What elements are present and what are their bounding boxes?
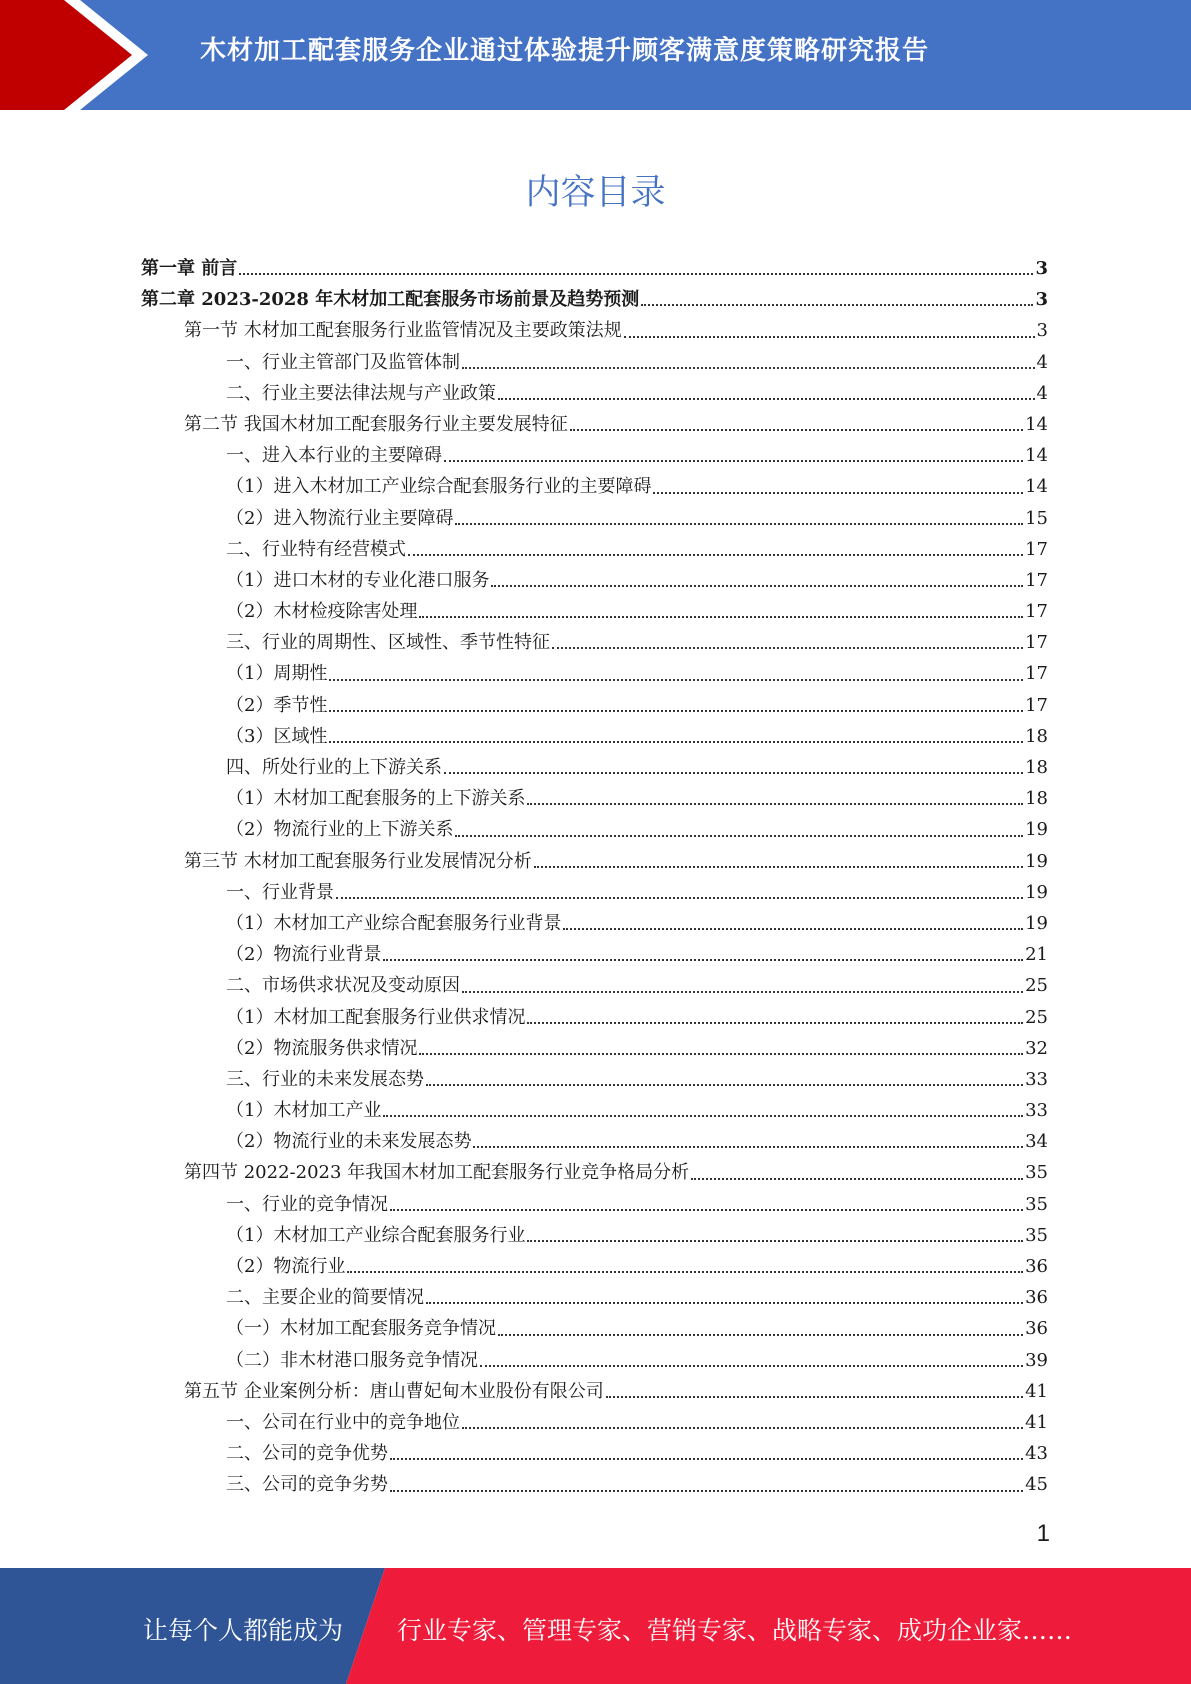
toc-entry[interactable]	[141, 1345, 1048, 1376]
toc-entry-title: 三、公司的竞争劣势	[226, 1474, 388, 1496]
dot-leader	[419, 1052, 1023, 1055]
dot-leader	[624, 335, 1035, 338]
toc-entry[interactable]	[141, 503, 1048, 534]
dot-leader	[527, 802, 1023, 805]
toc-entry[interactable]	[141, 565, 1048, 596]
toc-entry[interactable]	[141, 690, 1048, 721]
toc-entry-page: 17	[1025, 663, 1048, 685]
dot-leader	[383, 958, 1023, 961]
toc-entry-page: 35	[1025, 1224, 1048, 1246]
toc-entry-title: （2）物流行业的上下游关系	[226, 819, 454, 841]
toc-entry-title: （1）木材加工产业	[226, 1100, 382, 1122]
toc-entry-title: 二、公司的竞争优势	[226, 1443, 388, 1465]
toc-entry-page: 21	[1025, 944, 1048, 966]
toc-entry-page: 32	[1025, 1037, 1048, 1059]
toc-entry[interactable]	[141, 1033, 1048, 1064]
dot-leader	[383, 1114, 1023, 1117]
toc-entry-page: 17	[1025, 569, 1048, 591]
toc-entry[interactable]	[141, 347, 1048, 378]
toc-entry-title: 三、行业的周期性、区域性、季节性特征	[226, 632, 550, 654]
toc-entry-title: （1）进入木材加工产业综合配套服务行业的主要障碍	[226, 476, 652, 498]
toc-entry[interactable]	[141, 1407, 1048, 1438]
dot-leader	[347, 1270, 1023, 1273]
toc-entry[interactable]	[141, 409, 1048, 440]
header-chevron-icon	[0, 0, 150, 110]
toc-entry[interactable]	[141, 315, 1048, 346]
toc-entry[interactable]	[141, 1313, 1048, 1344]
toc-entry-title: （2）进入物流行业主要障碍	[226, 507, 454, 529]
toc-entry-title: 四、所处行业的上下游关系	[226, 757, 442, 778]
toc-entry-page: 17	[1025, 632, 1048, 654]
toc-entry-title: （一）木材加工配套服务竞争情况	[226, 1318, 496, 1340]
toc-entry-title: 二、行业主要法律法规与产业政策	[226, 382, 496, 404]
dot-leader	[691, 1177, 1023, 1180]
toc-entry[interactable]	[141, 596, 1048, 627]
toc-entry-page: 19	[1025, 881, 1048, 903]
toc-entry[interactable]	[141, 284, 1048, 315]
dot-leader	[390, 1208, 1023, 1211]
footer-left-text: 让每个人都能成为	[143, 1616, 344, 1645]
dot-leader	[462, 990, 1023, 993]
toc-entry-title: （1）周期性	[226, 663, 328, 685]
dot-leader	[455, 834, 1023, 837]
dot-leader	[444, 771, 1023, 774]
toc-entry-page: 19	[1025, 819, 1048, 841]
toc-entry[interactable]	[141, 253, 1048, 284]
dot-leader	[419, 615, 1023, 618]
toc-entry-title: （1）进口木材的专业化港口服务	[226, 569, 490, 591]
toc-entry-title: （1）木材加工产业综合配套服务行业背景	[226, 912, 562, 934]
toc-entry-page: 36	[1025, 1287, 1048, 1309]
toc-entry[interactable]	[141, 783, 1048, 814]
toc-entry-page: 4	[1036, 382, 1048, 404]
toc-entry-title: （1）木材加工配套服务行业供求情况	[226, 1006, 526, 1028]
toc-entry[interactable]	[141, 1064, 1048, 1095]
toc-entry-page: 41	[1025, 1411, 1048, 1433]
toc-entry[interactable]	[141, 1126, 1048, 1157]
toc-entry-title: 二、行业特有经营模式	[226, 538, 406, 560]
toc-entry-title: 一、行业背景	[226, 881, 334, 903]
dot-leader	[527, 1239, 1023, 1242]
toc-entry-page: 17	[1025, 538, 1048, 560]
toc-entry-title: （2）物流行业	[226, 1256, 346, 1277]
toc-entry[interactable]	[141, 440, 1048, 471]
dot-leader	[329, 709, 1023, 712]
toc-entry[interactable]	[141, 1438, 1048, 1469]
dot-leader	[570, 428, 1023, 431]
toc-entry[interactable]	[141, 908, 1048, 939]
toc-entry-page: 14	[1025, 445, 1048, 467]
dot-leader	[390, 1457, 1023, 1460]
toc-entry-page: 3	[1035, 289, 1048, 311]
toc-entry-title: 二、市场供求状况及变动原因	[226, 975, 460, 997]
toc-entry-title: （1）木材加工产业综合配套服务行业	[226, 1224, 526, 1246]
toc-entry-page: 14	[1025, 413, 1048, 435]
toc-entry-title: 三、行业的未来发展态势	[226, 1068, 424, 1090]
toc-entry-page: 39	[1025, 1349, 1048, 1371]
page-footer	[0, 1568, 1191, 1684]
dot-leader	[239, 272, 1033, 275]
toc-entry[interactable]	[141, 877, 1048, 908]
toc-entry[interactable]	[141, 1220, 1048, 1251]
dot-leader	[641, 303, 1033, 306]
toc-entry[interactable]	[141, 1469, 1048, 1500]
dot-leader	[426, 1083, 1023, 1086]
dot-leader	[606, 1395, 1023, 1398]
toc-entry[interactable]	[141, 1157, 1048, 1188]
toc-entry[interactable]	[141, 378, 1048, 409]
toc-entry[interactable]	[141, 627, 1048, 658]
dot-leader	[563, 927, 1023, 930]
dot-leader	[534, 865, 1023, 868]
toc-entry-title: （1）木材加工配套服务的上下游关系	[226, 788, 526, 810]
toc-entry[interactable]	[141, 658, 1048, 689]
toc-entry-page: 25	[1025, 975, 1048, 997]
toc-entry[interactable]	[141, 1376, 1048, 1407]
page-header	[0, 0, 1191, 110]
toc-entry-page: 35	[1025, 1193, 1048, 1215]
toc-entry-title: 第二章 2023-2028 年木材加工配套服务市场前景及趋势预测	[141, 289, 640, 311]
toc-entry[interactable]	[141, 814, 1048, 845]
dot-leader	[408, 553, 1023, 556]
page-number: 1	[1036, 1520, 1050, 1547]
dot-leader	[527, 1021, 1023, 1024]
dot-leader	[336, 896, 1023, 899]
toc-entry-title: （2）木材检疫除害处理	[226, 601, 418, 623]
toc-entry-page: 18	[1025, 725, 1048, 747]
toc-entry-page: 15	[1025, 507, 1048, 529]
toc-entry[interactable]	[141, 970, 1048, 1001]
toc-entry-page: 36	[1025, 1256, 1048, 1277]
toc-entry-page: 36	[1025, 1318, 1048, 1340]
dot-leader	[653, 491, 1023, 494]
dot-leader	[473, 1145, 1023, 1148]
toc-entry-title: 第二节 我国木材加工配套服务行业主要发展特征	[184, 413, 568, 435]
toc-entry-page: 4	[1036, 351, 1048, 373]
toc-entry-page: 25	[1025, 1006, 1048, 1028]
toc-entry-page: 18	[1025, 788, 1048, 810]
footer-right-text: 行业专家、管理专家、营销专家、战略专家、成功企业家……	[397, 1616, 1073, 1645]
dot-leader	[552, 646, 1023, 649]
toc-entry-page: 35	[1025, 1162, 1048, 1184]
dot-leader	[462, 366, 1035, 369]
toc-entry[interactable]	[141, 846, 1048, 877]
table-of-contents	[141, 253, 1048, 1501]
toc-entry-title: 第一章 前言	[141, 258, 238, 279]
toc-entry-title: 二、主要企业的简要情况	[226, 1287, 424, 1309]
dot-leader	[329, 678, 1023, 681]
toc-entry-page: 17	[1025, 694, 1048, 716]
toc-entry-page: 19	[1025, 850, 1048, 872]
toc-entry-title: 一、行业的竞争情况	[226, 1193, 388, 1215]
dot-leader	[329, 740, 1023, 743]
toc-entry-title: 一、行业主管部门及监管体制	[226, 351, 460, 373]
dot-leader	[390, 1489, 1023, 1492]
toc-entry-page: 14	[1025, 476, 1048, 498]
dot-leader	[480, 1364, 1023, 1367]
header-title: 木材加工配套服务企业通过体验提升顾客满意度策略研究报告	[200, 36, 930, 66]
toc-entry-title: 第一节 木材加工配套服务行业监管情况及主要政策法规	[184, 320, 622, 342]
toc-entry[interactable]	[141, 1095, 1048, 1126]
toc-entry-page: 33	[1025, 1068, 1048, 1090]
toc-entry[interactable]	[141, 1189, 1048, 1220]
toc-entry-page: 17	[1025, 601, 1048, 623]
dot-leader	[444, 459, 1023, 462]
toc-entry-page: 18	[1025, 757, 1048, 778]
toc-entry-page: 3	[1035, 258, 1048, 279]
toc-entry-page: 41	[1025, 1380, 1048, 1402]
toc-entry-title: （3）区域性	[226, 725, 328, 747]
toc-entry[interactable]	[141, 534, 1048, 565]
dot-leader	[491, 584, 1023, 587]
toc-heading: 内容目录	[525, 173, 666, 213]
dot-leader	[426, 1301, 1023, 1304]
toc-entry-title: （2）物流行业的未来发展态势	[226, 1131, 472, 1153]
toc-entry-page: 43	[1025, 1443, 1048, 1465]
toc-entry[interactable]	[141, 939, 1048, 970]
toc-entry-title: （2）物流服务供求情况	[226, 1037, 418, 1059]
toc-entry[interactable]	[141, 471, 1048, 502]
toc-entry-title: 第四节 2022-2023 年我国木材加工配套服务行业竞争格局分析	[184, 1162, 690, 1184]
toc-entry-page: 34	[1025, 1131, 1048, 1153]
toc-entry[interactable]	[141, 752, 1048, 783]
toc-entry-title: （2）季节性	[226, 694, 328, 716]
toc-entry[interactable]	[141, 1251, 1048, 1282]
toc-entry-page: 45	[1025, 1474, 1048, 1496]
toc-entry-page: 33	[1025, 1100, 1048, 1122]
toc-entry-title: 一、进入本行业的主要障碍	[226, 445, 442, 467]
toc-entry-page: 3	[1036, 320, 1048, 342]
toc-entry[interactable]	[141, 1002, 1048, 1033]
toc-entry-title: （二）非木材港口服务竞争情况	[226, 1349, 478, 1371]
dot-leader	[498, 397, 1035, 400]
toc-entry-page: 19	[1025, 912, 1048, 934]
dot-leader	[462, 1426, 1023, 1429]
toc-entry-title: 第三节 木材加工配套服务行业发展情况分析	[184, 850, 532, 872]
toc-entry[interactable]	[141, 721, 1048, 752]
toc-entry-title: （2）物流行业背景	[226, 944, 382, 966]
dot-leader	[498, 1333, 1023, 1336]
toc-entry-title: 一、公司在行业中的竞争地位	[226, 1411, 460, 1433]
toc-entry[interactable]	[141, 1282, 1048, 1313]
dot-leader	[455, 522, 1023, 525]
toc-entry-title: 第五节 企业案例分析：唐山曹妃甸木业股份有限公司	[184, 1380, 604, 1402]
